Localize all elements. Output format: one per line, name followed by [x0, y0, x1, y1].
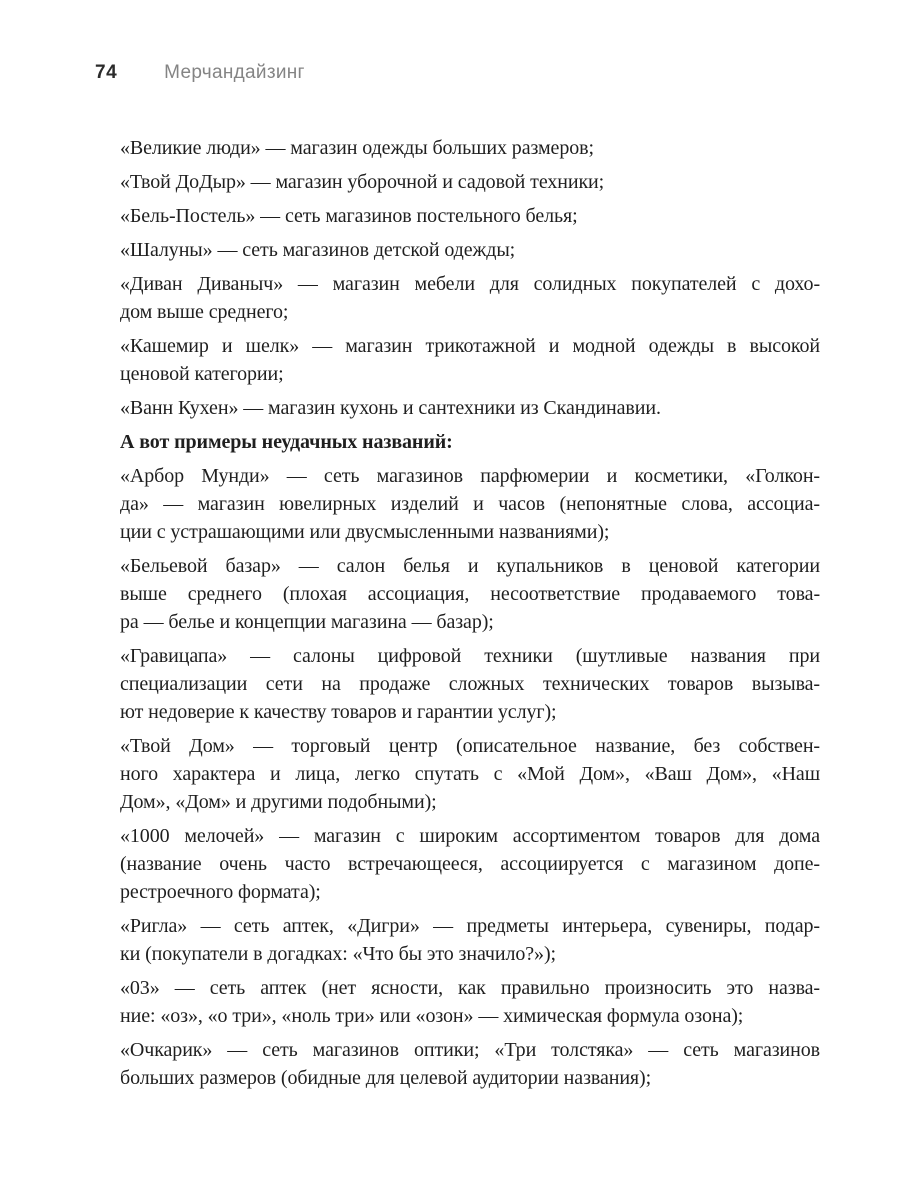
text-line: ки (покупатели в догадках: «Что бы это значило?»); — [120, 943, 556, 965]
text-line: «Кашемир и шелк» — магазин трикотажной и модной одежды в высокой — [120, 335, 820, 357]
text-line: ра — белье и концепции магазина — базар); — [120, 611, 494, 633]
paragraph — [120, 732, 820, 816]
paragraph — [120, 394, 820, 422]
paragraph — [120, 822, 820, 906]
text-line: «Ванн Кухен» — магазин кухонь и сантехники из Скандинавии. — [120, 397, 661, 419]
text-line: «Твой Дом» — торговый центр (описательное название, без собствен- — [120, 735, 820, 757]
paragraph — [120, 1036, 820, 1092]
paragraph — [120, 270, 820, 326]
text-line: «Очкарик» — сеть магазинов оптики; «Три толстяка» — сеть магазинов — [120, 1039, 820, 1061]
paragraph — [120, 462, 820, 546]
text-line: «Арбор Мунди» — сеть магазинов парфюмерии и косметики, «Голкон- — [120, 465, 820, 487]
paragraph — [120, 642, 820, 726]
paragraph — [120, 552, 820, 636]
text-line: Дом», «Дом» и другими подобными); — [120, 791, 437, 813]
text-line: «1000 мелочей» — магазин с широким ассортиментом товаров для дома — [120, 825, 820, 847]
text-line: специализации сети на продаже сложных технических товаров вызыва- — [120, 673, 820, 695]
text-line: ние: «оз», «о три», «ноль три» или «озон» — химическая формула озона); — [120, 1005, 744, 1027]
text-line: ценовой категории; — [120, 363, 284, 385]
text-column — [120, 134, 820, 1098]
text-line: ют недоверие к качеству товаров и гарантии услуг); — [120, 701, 557, 723]
section-heading — [120, 428, 820, 456]
text-line: «Ригла» — сеть аптек, «Дигри» — предметы интерьера, сувениры, подар- — [120, 915, 820, 937]
text-line: А вот примеры неудачных названий: — [120, 431, 453, 453]
text-line: «Великие люди» — магазин одежды больших размеров; — [120, 137, 594, 159]
text-line: «Диван Диваныч» — магазин мебели для солидных покупателей с дохо- — [120, 273, 820, 295]
text-line: выше среднего (плохая ассоциация, несоответствие продаваемого това- — [120, 583, 820, 605]
text-line: дом выше среднего; — [120, 301, 289, 323]
paragraph — [120, 134, 820, 162]
text-line: ции с устрашающими или двусмысленными названиями); — [120, 521, 610, 543]
text-line: «Твой ДоДыр» — магазин уборочной и садовой техники; — [120, 171, 605, 193]
paragraph — [120, 202, 820, 230]
paragraph — [120, 236, 820, 264]
text-line: «03» — сеть аптек (нет ясности, как правильно произносить это назва- — [120, 977, 820, 999]
running-head — [95, 62, 820, 84]
paragraph — [120, 332, 820, 388]
page-number: 74 — [95, 62, 118, 83]
text-line: «Бельевой базар» — салон белья и купальников в ценовой категории — [120, 555, 820, 577]
text-line: больших размеров (обидные для целевой аудитории названия); — [120, 1067, 652, 1089]
text-line: «Бель-Постель» — сеть магазинов постельного белья; — [120, 205, 578, 227]
paragraph — [120, 974, 820, 1030]
text-line: рестроечного формата); — [120, 881, 321, 903]
paragraph — [120, 168, 820, 196]
text-line: «Гравицапа» — салоны цифровой техники (шутливые названия при — [120, 645, 820, 667]
text-line: да» — магазин ювелирных изделий и часов (непонятные слова, ассоциа- — [120, 493, 820, 515]
text-line: ного характера и лица, легко спутать с «Мой Дом», «Ваш Дом», «Наш — [120, 763, 820, 785]
text-line: (название очень часто встречающееся, ассоциируется с магазином допе- — [120, 853, 820, 875]
running-header-title: Мерчандайзинг — [164, 62, 305, 83]
text-line: «Шалуны» — сеть магазинов детской одежды; — [120, 239, 516, 261]
paragraph — [120, 912, 820, 968]
